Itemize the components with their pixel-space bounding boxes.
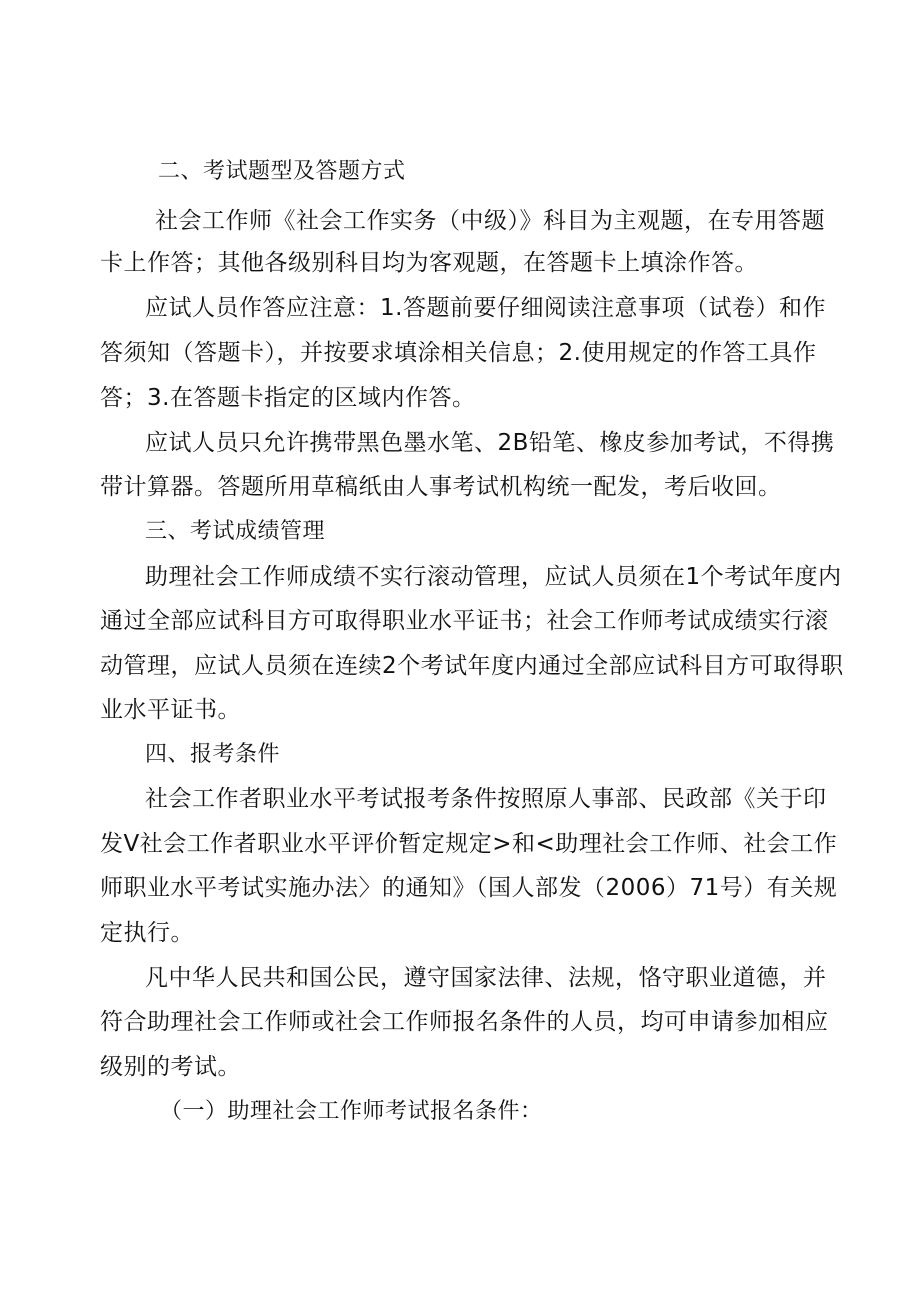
paragraph-line: 助理社会工作师成绩不实行滚动管理，应试人员须在1个考试年度内	[145, 564, 842, 590]
paragraph-line: 动管理，应试人员须在连续2个考试年度内通过全部应试科目方可取得职	[100, 653, 844, 679]
paragraph-line: 社会工作师《社会工作实务（中级）》科目为主观题，在专用答题	[155, 208, 825, 234]
paragraph-line: 发V社会工作者职业水平评价暂定规定>和<助理社会工作师、社会工作	[100, 831, 838, 857]
paragraph-line: 社会工作者职业水平考试报考条件按照原人事部、民政部《关于印	[145, 786, 827, 812]
paragraph-line: 师职业水平考试实施办法〉的通知》（国人部发（2006）71号）有关规	[100, 875, 838, 901]
paragraph-line: 卡上作答；其他各级别科目均为客观题，在答题卡上填涂作答。	[100, 250, 758, 276]
paragraph-line: 答须知（答题卡），并按要求填涂相关信息；2.使用规定的作答工具作	[100, 340, 817, 366]
section-heading-score-management: 三、考试成绩管理	[145, 519, 326, 544]
section-heading-exam-format: 二、考试题型及答题方式	[158, 159, 406, 184]
paragraph-line: 带计算器。答题所用草稿纸由人事考试机构统一配发，考后收回。	[100, 474, 782, 500]
paragraph-line: 定执行。	[100, 920, 194, 946]
paragraph-line: 通过全部应试科目方可取得职业水平证书；社会工作师考试成绩实行滚	[100, 608, 829, 634]
subsection-heading-assistant-eligibility: （一）助理社会工作师考试报名条件：	[160, 1099, 543, 1124]
paragraph-line: 级别的考试。	[100, 1054, 241, 1080]
paragraph-line: 应试人员作答应注意：1.答题前要仔细阅读注意事项（试卷）和作	[145, 295, 826, 321]
paragraph-line: 凡中华人民共和国公民，遵守国家法律、法规，恪守职业道德，并	[145, 965, 827, 991]
paragraph-line: 符合助理社会工作师或社会工作师报名条件的人员，均可申请参加相应	[100, 1009, 829, 1035]
paragraph-line: 答；3.在答题卡指定的区域内作答。	[100, 385, 476, 411]
paragraph-line: 应试人员只允许携带黑色墨水笔、2B铅笔、橡皮参加考试，不得携	[145, 430, 835, 456]
paragraph-line: 业水平证书。	[100, 697, 241, 723]
section-heading-eligibility: 四、报考条件	[145, 742, 281, 767]
